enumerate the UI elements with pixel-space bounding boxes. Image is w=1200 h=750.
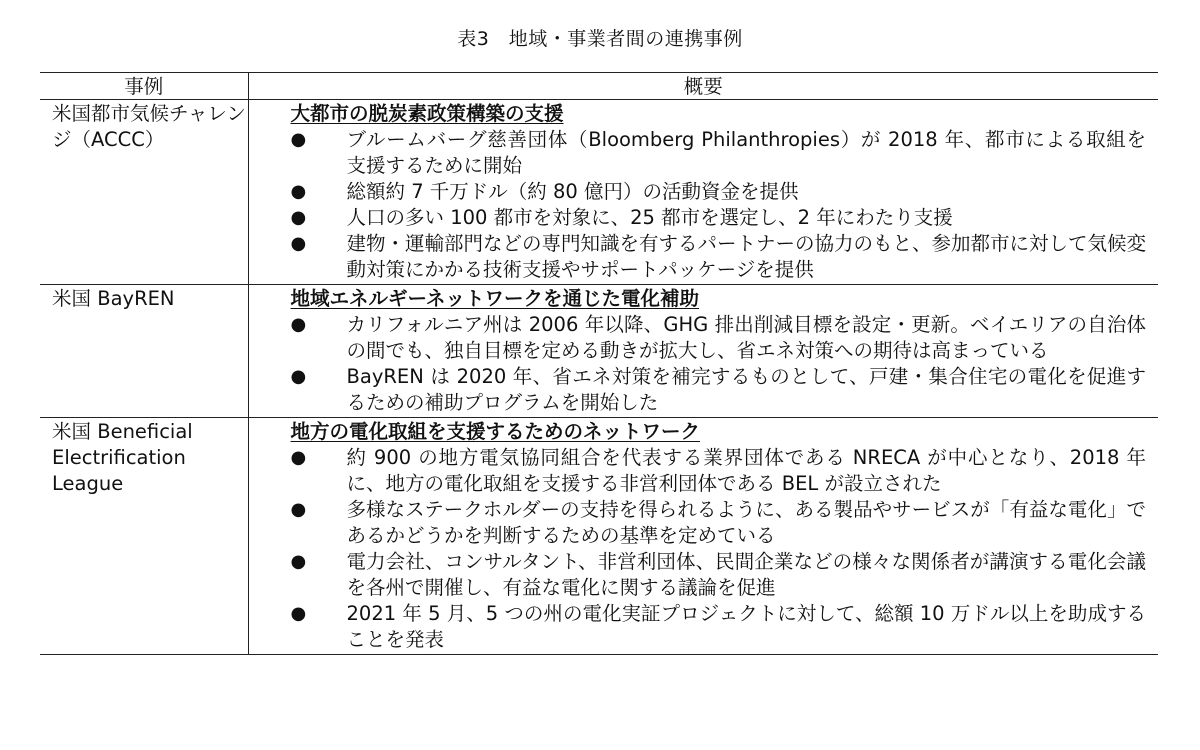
case-name: 米国 BayREN — [40, 285, 248, 418]
bullet-icon: ● — [290, 551, 307, 572]
summary-point — [291, 179, 1147, 205]
table-row — [40, 418, 1158, 655]
table-header-row — [40, 73, 1158, 100]
bullet-icon: ● — [290, 207, 307, 228]
case-summary — [248, 418, 1158, 655]
summary-point-text: 人口の多い 100 都市を対象に、25 都市を選定し、2 年にわたり支援 — [346, 206, 953, 229]
bullet-icon: ● — [290, 499, 307, 520]
summary-point — [291, 364, 1147, 416]
summary-points — [291, 127, 1147, 283]
summary-point — [291, 231, 1147, 283]
case-name: 米国 Beneficial Electrification League — [40, 418, 248, 655]
summary-heading: 地方の電化取組を支援するためのネットワーク — [290, 420, 701, 443]
column-header-case: 事例 — [40, 73, 248, 100]
summary-point — [291, 312, 1147, 364]
bullet-icon: ● — [290, 366, 307, 387]
summary-points — [291, 312, 1147, 416]
summary-point — [291, 497, 1147, 549]
summary-point-text: 多様なステークホルダーの支持を得られるように、ある製品やサービスが「有益な電化」であるかどうかを判断するための基準を定めている — [346, 498, 1146, 547]
summary-point-text: 総額約 7 千万ドル（約 80 億円）の活動資金を提供 — [346, 180, 799, 203]
summary-point-text: ブルームバーグ慈善団体（Bloomberg Philanthropies）が 2018 年、都市による取組を支援するために開始 — [346, 128, 1146, 177]
bullet-icon: ● — [290, 233, 307, 254]
summary-point-text: 建物・運輸部門などの専門知識を有するパートナーの協力のもと、参加都市に対して気候変動対策にかかる技術支援やサポートパッケージを提供 — [346, 232, 1147, 281]
table-row — [40, 100, 1158, 285]
summary-point — [291, 445, 1147, 497]
summary-point-text: 電力会社、コンサルタント、非営利団体、民間企業などの様々な関係者が講演する電化会議を各州で開催し、有益な電化に関する議論を促進 — [346, 550, 1146, 599]
summary-point-text: 2021 年 5 月、5 つの州の電化実証プロジェクトに対して、総額 10 万ドル以上を助成することを発表 — [346, 602, 1146, 651]
bullet-icon: ● — [290, 447, 307, 468]
case-summary — [248, 285, 1158, 418]
summary-heading: 大都市の脱炭素政策構築の支援 — [290, 102, 564, 125]
summary-points — [291, 445, 1147, 653]
bullet-icon: ● — [290, 129, 307, 150]
table-row — [40, 285, 1158, 418]
summary-point — [291, 549, 1147, 601]
case-table — [40, 72, 1158, 655]
case-summary — [248, 100, 1158, 285]
summary-point-text: BayREN は 2020 年、省エネ対策を補完するものとして、戸建・集合住宅の電化を促進するための補助プログラムを開始した — [346, 365, 1146, 414]
summary-heading: 地域エネルギーネットワークを通じた電化補助 — [290, 287, 700, 310]
bullet-icon: ● — [290, 603, 307, 624]
summary-point — [291, 127, 1147, 179]
summary-point-text: 約 900 の地方電気協同組合を代表する業界団体である NRECA が中心となり、2018 年に、地方の電化取組を支援する非営利団体である BEL が設立された — [346, 446, 1146, 495]
case-name: 米国都市気候チャレンジ（ACCC） — [40, 100, 248, 285]
summary-point — [291, 205, 1147, 231]
table-title: 表3 地域・事業者間の連携事例 — [457, 28, 743, 50]
column-header-summary: 概要 — [248, 73, 1158, 100]
bullet-icon: ● — [290, 314, 307, 335]
summary-point — [291, 601, 1147, 653]
summary-point-text: カリフォルニア州は 2006 年以降、GHG 排出削減目標を設定・更新。ベイエリアの自治体の間でも、独自目標を定める動きが拡大し、省エネ対策への期待は高まっている — [346, 313, 1146, 362]
bullet-icon: ● — [290, 181, 307, 202]
